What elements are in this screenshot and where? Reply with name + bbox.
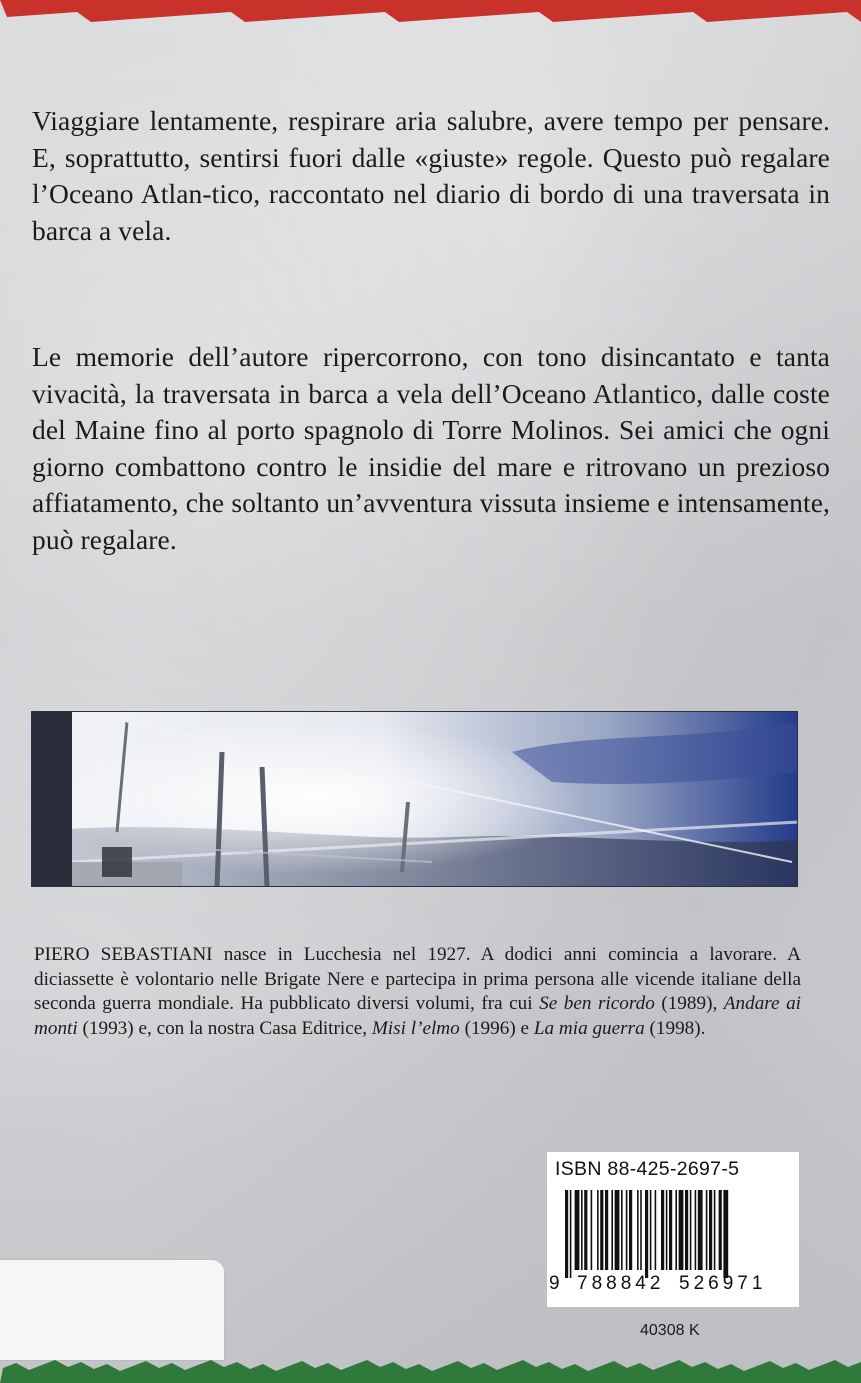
bio-text-3: (1993) e, con la nostra Casa Editrice, xyxy=(77,1017,372,1039)
bio-text-4: (1996) e xyxy=(459,1017,534,1039)
barcode-digits-left: 788842 xyxy=(577,1273,665,1294)
bio-book-title-3: Misi l’elmo xyxy=(371,1017,460,1039)
sailboat-photo xyxy=(31,711,798,887)
barcode-digits-right: 526971 xyxy=(679,1273,767,1294)
author-bio xyxy=(34,943,801,1041)
top-red-edge xyxy=(0,0,861,30)
blurb-paragraph-2: Le memorie dell’autore ripercorrono, con tono disincantato e tanta vivacità, la traversata in barca a vela dell’Oceano Atlantico, dalle coste del Maine fino al porto spagnolo di Torre Molinos. Sei amici che ogni giorno combattono contro le insidie del mare e ritrovano un prezioso affiatamento, che soltanto un’avventura vissuta insieme e intensamente, può regalare. xyxy=(32,341,830,555)
sticker-label xyxy=(0,1260,224,1360)
bio-text-2: (1989), xyxy=(654,993,724,1014)
catalog-code: 40308 K xyxy=(640,1322,700,1339)
bio-book-title-2: Andare ai monti xyxy=(34,993,802,1039)
blurb-paragraph-1: Viaggiare lentamente, respirare aria salubre, avere tempo per pensare. E, soprattutto, sentirsi fuori dalle «giuste» regole. Questo può regalare l’Oceano Atlan-tico, raccontato nel diario di bordo di una traversata in barca a vela. xyxy=(32,105,830,246)
bottom-green-edge xyxy=(0,1355,861,1383)
bio-text-5: (1998). xyxy=(644,1017,706,1039)
barcode-digit-first: 9 xyxy=(549,1273,560,1294)
isbn-barcode-box xyxy=(547,1152,799,1307)
barcode-icon xyxy=(561,1190,789,1280)
bio-book-title-1: Se ben ricordo xyxy=(539,993,655,1014)
bio-text-1: PIERO SEBASTIANI nasce in Lucchesia nel 1927. A dodici anni comincia a lavorare. A diciassette è volontario nelle Brigate Nere e partecipa in prima persona alle vicende italiane della seconda guerra mondiale. Ha pubblicato diversi volumi, fra cui xyxy=(34,944,801,1014)
isbn-label: ISBN 88-425-2697-5 xyxy=(555,1158,740,1180)
bio-book-title-4: La mia guerra xyxy=(533,1017,645,1039)
